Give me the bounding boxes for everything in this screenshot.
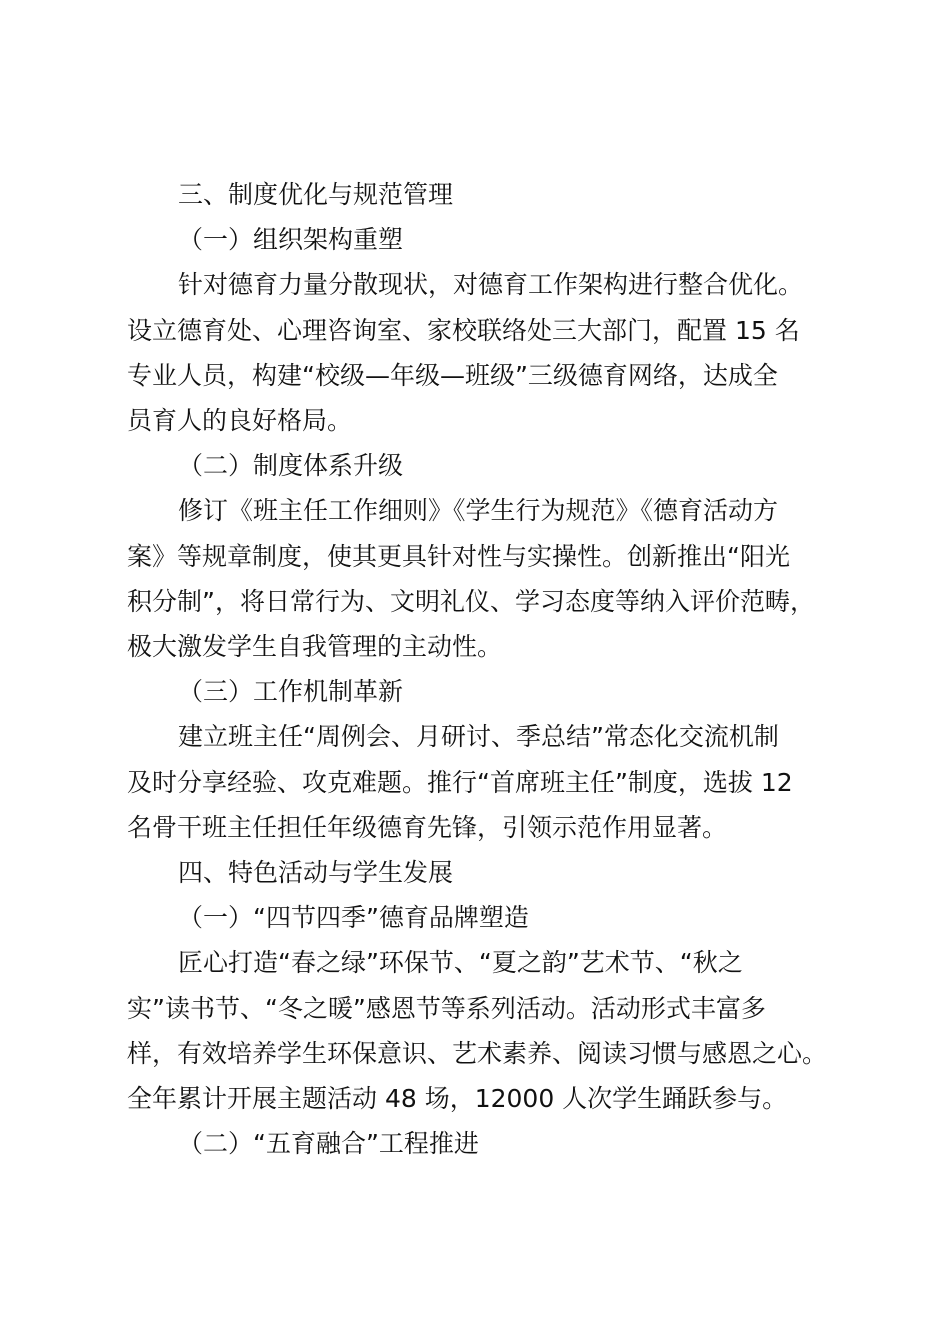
paragraph-line: 名骨干班主任担任年级德育先锋，引领示范作用显著。 xyxy=(127,812,728,842)
section-heading-4: 四、特色活动与学生发展 xyxy=(178,858,454,888)
paragraph-line: 设立德育处、心理咨询室、家校联络处三大部门，配置 15 名 xyxy=(127,315,800,345)
paragraph-line: 实”读书节、“冬之暖”感恩节等系列活动。活动形式丰富多 xyxy=(127,993,766,1023)
subsection-heading-4-1: （一）“四节四季”德育品牌塑造 xyxy=(178,903,529,933)
paragraph-line: 匠心打造“春之绿”环保节、“夏之韵”艺术节、“秋之 xyxy=(178,948,743,978)
paragraph-line: 修订《班主任工作细则》《学生行为规范》《德育活动方 xyxy=(178,496,779,526)
subsection-heading-3-2: （二）制度体系升级 xyxy=(178,451,404,481)
paragraph-line: 积分制”，将日常行为、文明礼仪、学习态度等纳入评价范畴， xyxy=(127,586,815,616)
paragraph-line: 样，有效培养学生环保意识、艺术素养、阅读习惯与感恩之心。 xyxy=(127,1038,828,1068)
paragraph-line: 员育人的良好格局。 xyxy=(127,406,353,436)
subsection-heading-3-1: （一）组织架构重塑 xyxy=(178,225,404,255)
subsection-heading-4-2: （二）“五育融合”工程推进 xyxy=(178,1129,479,1159)
subsection-heading-3-3: （三）工作机制革新 xyxy=(178,677,404,707)
paragraph-line: 针对德育力量分散现状，对德育工作架构进行整合优化。 xyxy=(178,270,804,300)
paragraph-line: 极大激发学生自我管理的主动性。 xyxy=(127,632,503,662)
document-body xyxy=(127,172,837,1166)
paragraph-line: 专业人员，构建“校级—年级—班级”三级德育网络，达成全 xyxy=(127,360,778,390)
paragraph-line: 建立班主任“周例会、月研讨、季总结”常态化交流机制 xyxy=(178,722,779,752)
section-heading-3: 三、制度优化与规范管理 xyxy=(178,180,454,209)
paragraph-line: 案》等规章制度，使其更具针对性与实操性。创新推出“阳光 xyxy=(127,541,790,571)
paragraph-line: 全年累计开展主题活动 48 场，12000 人次学生踊跃参与。 xyxy=(127,1084,788,1114)
paragraph-line: 及时分享经验、攻克难题。推行“首席班主任”制度，选拔 12 xyxy=(127,767,793,797)
